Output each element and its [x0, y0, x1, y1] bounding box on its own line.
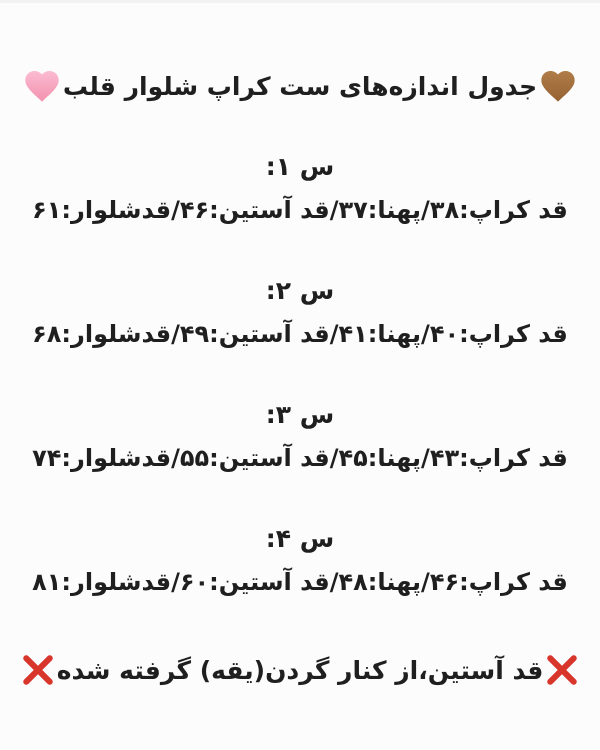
size-label: س ۲:	[265, 276, 335, 305]
red-cross-icon	[21, 653, 55, 687]
size-label: س ۳:	[265, 400, 335, 429]
page-title-text: جدول اندازه‌های ست کراپ شلوار قلب	[62, 71, 538, 101]
size-label: س ۴:	[265, 524, 335, 553]
size-measurements: قد کراپ:۳۸/پهنا:۳۷/قد آستین:۴۶/قدشلوار:۶۱	[32, 196, 568, 224]
size-measurements: قد کراپ:۴۳/پهنا:۴۵/قد آستین:۵۵/قدشلوار:۷۴	[32, 444, 568, 472]
size-section-1	[0, 146, 600, 233]
size-measurements: قد کراپ:۴۶/پهنا:۴۸/قد آستین:۶۰/قدشلوار:۸۱	[32, 568, 568, 596]
pink-heart-icon	[22, 66, 62, 106]
footer-note	[0, 647, 600, 693]
page-title	[0, 61, 600, 111]
size-sections	[0, 146, 600, 605]
size-section-2	[0, 270, 600, 357]
size-measurements: قد کراپ:۴۰/پهنا:۴۱/قد آستین:۴۹/قدشلوار:۶۸	[32, 320, 568, 348]
size-section-4	[0, 518, 600, 605]
size-label: س ۱:	[265, 152, 335, 181]
brown-heart-icon	[538, 66, 578, 106]
red-cross-icon	[545, 653, 579, 687]
footer-note-text: قد آستین،از کنار گردن(یقه) گرفته شده	[56, 655, 544, 685]
size-section-3	[0, 394, 600, 481]
